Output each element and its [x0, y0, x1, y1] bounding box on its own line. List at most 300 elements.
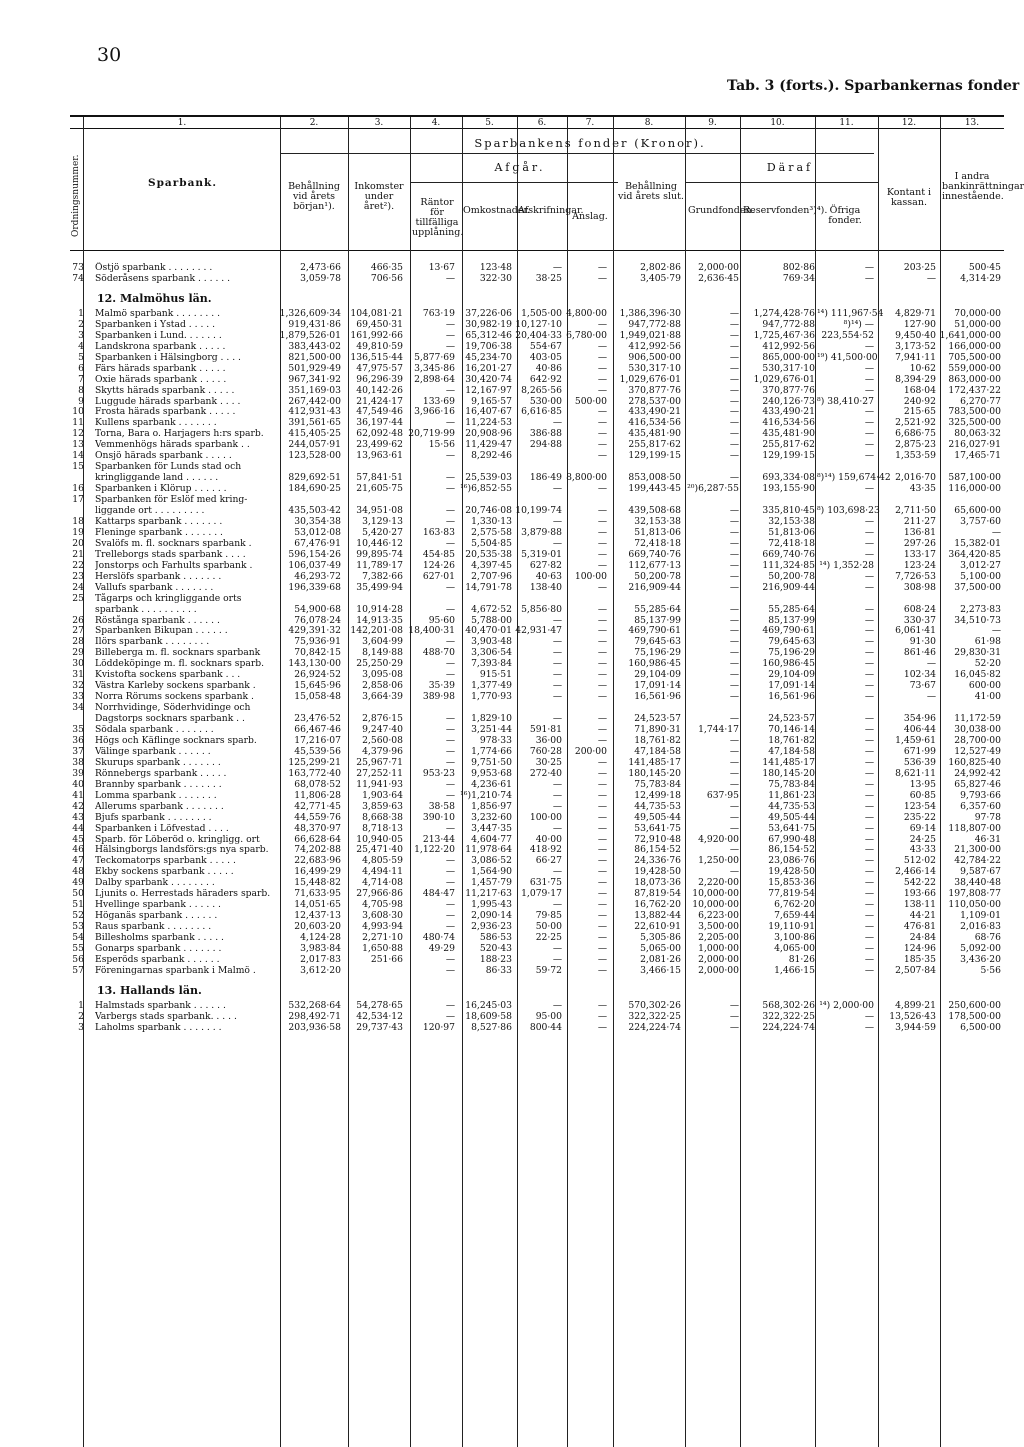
cell-c4: 13·67	[428, 262, 455, 273]
cell-c3: 35,499·94	[356, 581, 403, 593]
table-row	[70, 341, 1004, 352]
bank-name: Dagstorps socknars sparbank . .	[95, 713, 245, 725]
cell-c10: 1,274,428·76	[753, 307, 815, 319]
cell-c2: 163,772·40	[288, 767, 341, 779]
colnum-4: 4.	[431, 118, 441, 128]
cell-c12: 133·17	[903, 548, 936, 560]
cell-c12: 8,394·29	[895, 373, 936, 385]
cell-c11: —	[864, 691, 874, 703]
cell-c2: 1,326,609·34	[279, 307, 341, 319]
cell-c4: 480·74	[422, 932, 455, 944]
cell-c5: 9,751·50	[471, 756, 512, 768]
cell-c8: 22,610·91	[634, 921, 681, 933]
cell-c5: 1,856·97	[471, 800, 512, 812]
cell-c6: 20,404·33	[515, 329, 562, 341]
colnum-12: 12.	[901, 118, 917, 128]
header-grants: Anslag.	[572, 211, 608, 222]
bank-name: Sparbanken i Hälsingborg . . . .	[95, 351, 241, 363]
row-number: 23	[72, 570, 84, 582]
bank-name: Herslöfs sparbank . . . . . . .	[95, 570, 222, 582]
cell-c9: 2,000·00	[698, 953, 739, 965]
cell-c5: 30,982·19	[465, 318, 512, 330]
cell-c6: —	[552, 614, 562, 626]
cell-c6: 418·92	[529, 844, 562, 856]
cell-c12: 185·35	[903, 953, 936, 965]
cell-c4: —	[445, 669, 455, 681]
cell-c2: 415,405·25	[288, 428, 341, 440]
table-row	[70, 406, 1004, 417]
colnum-6: 6.	[537, 118, 547, 128]
cell-c13: 42,784·22	[954, 855, 1001, 867]
cell-c3: 62,092·48	[356, 428, 403, 440]
cell-c12: 215·65	[903, 406, 936, 418]
cell-c4: —	[445, 789, 455, 801]
cell-c7: —	[597, 373, 607, 385]
cell-c13: 3,012·27	[960, 559, 1001, 571]
bank-name: Västra Karleby sockens sparbank .	[95, 680, 256, 692]
cell-c2: 429,391·32	[288, 625, 341, 637]
row-number: 42	[72, 800, 84, 812]
cell-c3: 3,859·63	[362, 800, 403, 812]
cell-c13: 500·45	[968, 262, 1001, 273]
cell-c6: 1,505·00	[521, 307, 562, 319]
cell-c12: 6,061·41	[895, 625, 936, 637]
table-row	[70, 615, 1004, 626]
cell-c11: —	[864, 658, 874, 670]
bank-name: Kattarps sparbank . . . . . . .	[95, 515, 223, 527]
cell-c6: 760·28	[529, 745, 562, 757]
cell-c2: 3,059·78	[300, 272, 341, 284]
cell-c4: —	[445, 384, 455, 396]
cell-c11: —	[864, 406, 874, 418]
cell-c9: —	[729, 526, 739, 538]
cell-c12: 203·25	[903, 262, 936, 273]
cell-c5: 40,470·01	[465, 625, 512, 637]
cell-c9: —	[729, 999, 739, 1011]
cell-c9: —	[729, 537, 739, 549]
cell-c2: 412,931·43	[288, 406, 341, 418]
cell-c4: 163·83	[422, 526, 455, 538]
cell-c6: 186·49	[529, 472, 562, 484]
table-row	[70, 593, 1004, 604]
cell-c11: —	[864, 910, 874, 922]
cell-c12: —	[926, 272, 936, 284]
colnum-9: 9.	[708, 118, 717, 128]
cell-c11: —	[864, 724, 874, 735]
cell-c11: —	[864, 581, 874, 593]
bank-name: Skurups sparbank . . . . . . .	[95, 756, 221, 768]
cell-c10: 75,196·29	[768, 647, 815, 659]
row-number: 10	[72, 406, 84, 418]
cell-c11: —	[864, 625, 874, 637]
table-row	[70, 943, 1004, 954]
cell-c11: —	[864, 537, 874, 549]
cell-c3: 34,951·08	[356, 505, 403, 516]
cell-c3: 2,876·15	[362, 713, 403, 725]
cell-c13: 21,300·00	[954, 844, 1001, 856]
header-income: Inkomster under året²).	[354, 181, 404, 212]
cell-c13: 783,500·00	[948, 406, 1001, 418]
cell-c11: ¹⁴) 2,000·00	[819, 999, 874, 1011]
cell-c13: 15,382·01	[954, 537, 1001, 549]
cell-c5: 9,165·57	[471, 395, 512, 407]
cell-c4: 20,719·99	[408, 428, 455, 440]
cell-c13: 37,500·00	[954, 581, 1001, 593]
cell-c3: 2,560·08	[362, 734, 403, 746]
cell-c5: 4,604·77	[471, 833, 512, 845]
cell-c4: —	[445, 272, 455, 284]
cell-c7: —	[597, 636, 607, 648]
table-row	[70, 658, 1004, 669]
cell-c10: 24,523·57	[768, 713, 815, 725]
cell-c8: 530,317·10	[628, 362, 681, 374]
cell-c4: —	[445, 745, 455, 757]
cell-c10: 6,762·20	[774, 899, 815, 911]
cell-c8: 71,890·31	[634, 724, 681, 735]
cell-c10: 433,490·21	[762, 406, 815, 418]
cell-c2: 821,500·00	[288, 351, 341, 363]
table-row	[70, 965, 1004, 976]
cell-c7: —	[597, 384, 607, 396]
cell-c4: 95·60	[428, 614, 455, 626]
cell-c9: —	[729, 417, 739, 429]
table-row	[70, 374, 1004, 385]
cell-c7: 500·00	[574, 395, 607, 407]
cell-c4: 15·56	[428, 439, 455, 451]
cell-c10: 530,317·10	[762, 362, 815, 374]
cell-c4: —	[445, 964, 455, 976]
cell-c7: —	[597, 964, 607, 976]
cell-c6: 530·00	[529, 395, 562, 407]
cell-c10: 75,783·84	[768, 778, 815, 790]
cell-c13: 61·98	[974, 636, 1001, 648]
cell-c2: 16,499·29	[294, 866, 341, 878]
cell-c7: —	[597, 581, 607, 593]
cell-c10: 50,200·78	[768, 570, 815, 582]
cell-c11: 223,554·52	[821, 329, 874, 341]
cell-c8: 1,386,396·30	[619, 307, 681, 319]
cell-c11: —	[864, 877, 874, 889]
table-row	[70, 910, 1004, 921]
cell-c5: 3,903·48	[471, 636, 512, 648]
cell-c11: —	[864, 373, 874, 385]
bank-name: Kvistofta sockens sparbank . . .	[95, 669, 241, 681]
bank-name: Varbergs stads sparbank. . . . .	[95, 1010, 237, 1022]
cell-c4: 124·26	[422, 559, 455, 571]
cell-c3: 29,737·43	[356, 1021, 403, 1033]
table-row	[70, 735, 1004, 746]
bank-name: Lomma sparbank . . . . . . .	[95, 789, 217, 801]
row-number: 36	[72, 734, 84, 746]
cell-c8: 669,740·76	[628, 548, 681, 560]
cell-c10: 322,322·25	[762, 1010, 815, 1022]
cell-c13: 65,827·46	[954, 778, 1001, 790]
cell-c7: —	[597, 351, 607, 363]
cell-c10: 335,810·45	[762, 505, 815, 516]
row-number: 30	[72, 658, 84, 670]
cell-c12: 2,016·70	[895, 472, 936, 484]
cell-c7: —	[597, 789, 607, 801]
bank-name: Oxie härads sparbank . . . . .	[95, 373, 227, 385]
cell-c6: —	[552, 866, 562, 878]
cell-c5: 4,397·45	[471, 559, 512, 571]
cell-c9: 4,920·00	[698, 833, 739, 845]
bank-name: Svalöfs m. fl. socknars sparbank .	[95, 537, 252, 549]
cell-c7: —	[597, 548, 607, 560]
cell-c10: 51,813·06	[768, 526, 815, 538]
cell-c2: 42,771·45	[294, 800, 341, 812]
cell-c3: 96,296·39	[356, 373, 403, 385]
cell-c4: —	[445, 417, 455, 429]
cell-c9: ²⁰)6,287·55	[687, 483, 739, 495]
row-number: 3	[78, 1021, 84, 1033]
cell-c6: 554·67	[529, 340, 562, 352]
cell-c3: 3,129·13	[362, 515, 403, 527]
table-row	[70, 494, 1004, 505]
cell-c8: 160,986·45	[628, 658, 681, 670]
cell-c11: —	[864, 603, 874, 615]
bank-name: Ljunits o. Herrestads häraders sparb.	[95, 888, 271, 900]
cell-c2: 125,299·21	[288, 756, 341, 768]
cell-c13: 172,437·22	[948, 384, 1001, 396]
cell-c10: 7,659·44	[774, 910, 815, 922]
bank-name: Jonstorps och Farhults sparbank .	[95, 559, 253, 571]
cell-c2: 45,539·56	[294, 745, 341, 757]
cell-c5: 4,236·61	[471, 778, 512, 790]
cell-c7: —	[597, 811, 607, 823]
cell-c3: 3,604·99	[362, 636, 403, 648]
cell-c9: —	[729, 428, 739, 440]
cell-c8: 112,677·13	[628, 559, 681, 571]
cell-c13: 4,314·29	[960, 272, 1001, 284]
cell-c9: —	[729, 636, 739, 648]
cell-c11: —	[864, 439, 874, 451]
cell-c9: —	[729, 384, 739, 396]
cell-c4: 1,122·20	[414, 844, 455, 856]
cell-c8: 570,302·26	[628, 999, 681, 1011]
row-number: 1	[78, 999, 84, 1011]
cell-c2: 919,431·86	[288, 318, 341, 330]
row-number: 38	[72, 756, 84, 768]
cell-c12: 91·30	[909, 636, 936, 648]
table-row	[70, 549, 1004, 560]
bank-name: Sparbanken för Lunds stad och	[95, 461, 242, 473]
cell-c10: 32,153·38	[768, 515, 815, 527]
table-row	[70, 417, 1004, 428]
cell-c3: 1,650·88	[362, 943, 403, 954]
cell-c12: 123·24	[903, 559, 936, 571]
cell-c12: 124·96	[903, 943, 936, 954]
cell-c3: 23,499·62	[356, 439, 403, 451]
cell-c4: 120·97	[422, 1021, 455, 1033]
cell-c9: —	[729, 1021, 739, 1033]
cell-c5: 11,217·63	[465, 888, 512, 900]
cell-c8: 224,224·74	[628, 1021, 681, 1033]
cell-c13: 364,420·85	[948, 548, 1001, 560]
cell-c11: —	[864, 428, 874, 440]
cell-c3: 25,250·29	[356, 658, 403, 670]
cell-c2: 68,078·52	[294, 778, 341, 790]
cell-c4: —	[445, 472, 455, 484]
row-number: 34	[72, 702, 84, 714]
cell-c13: 5·56	[980, 964, 1001, 976]
cell-c9: —	[729, 767, 739, 779]
table-row	[70, 921, 1004, 932]
cell-c5: 2,090·14	[471, 910, 512, 922]
cell-c7: —	[597, 910, 607, 922]
cell-c8: 32,153·38	[634, 515, 681, 527]
cell-c8: 322,322·25	[628, 1010, 681, 1022]
cell-c3: 4,379·96	[362, 745, 403, 757]
row-number: 20	[72, 537, 84, 549]
cell-c2: 435,503·42	[288, 505, 341, 516]
cell-c3: 142,201·08	[350, 625, 403, 637]
cell-c8: 50,200·78	[634, 570, 681, 582]
cell-c8: 18,761·82	[634, 734, 681, 746]
cell-c6: 36·00	[535, 734, 562, 746]
cell-c10: 17,091·14	[768, 680, 815, 692]
cell-c9: —	[729, 844, 739, 856]
cell-c5: 4,672·52	[471, 603, 512, 615]
bank-name: Röstånga sparbank . . . . . .	[95, 614, 220, 626]
cell-c3: 25,967·71	[356, 756, 403, 768]
cell-c6: 10,127·10	[515, 318, 562, 330]
cell-c5: 1,377·49	[471, 680, 512, 692]
cell-c10: 802·86	[782, 262, 815, 273]
cell-c10: 29,104·09	[768, 669, 815, 681]
cell-c7: —	[597, 844, 607, 856]
bank-name: Hälsingborgs landsförs:gs nya sparb.	[95, 844, 269, 856]
cell-c11: —	[864, 362, 874, 374]
cell-c9: 637·95	[706, 789, 739, 801]
cell-c13: 325,500·00	[948, 417, 1001, 429]
table-row	[70, 273, 1004, 284]
row-number: 45	[72, 833, 84, 845]
cell-c11: —	[864, 800, 874, 812]
header-costs: Omkostnader.	[463, 205, 530, 216]
cell-c2: 967,341·92	[288, 373, 341, 385]
cell-c9: —	[729, 439, 739, 451]
row-number: 51	[72, 899, 84, 911]
cell-c3: 27,252·11	[356, 767, 403, 779]
table-row	[70, 571, 1004, 582]
cell-c12: 2,711·50	[895, 505, 936, 516]
table-row	[70, 604, 1004, 615]
table-row	[70, 691, 1004, 702]
cell-c8: 44,735·53	[634, 800, 681, 812]
cell-c12: 123·54	[903, 800, 936, 812]
cell-c7: —	[597, 483, 607, 495]
cell-c11: —	[864, 866, 874, 878]
table-row	[70, 877, 1004, 888]
cell-c5: 3,447·35	[471, 822, 512, 834]
colnum-5: 5.	[485, 118, 494, 128]
table-row	[70, 363, 1004, 374]
cell-c2: 196,339·68	[288, 581, 341, 593]
section-title: 13. Hallands län.	[97, 983, 202, 997]
cell-c11: —	[864, 548, 874, 560]
table-row	[70, 308, 1004, 319]
cell-c9: —	[729, 778, 739, 790]
cell-c12: 608·24	[903, 603, 936, 615]
cell-c12: 240·92	[903, 395, 936, 407]
cell-c11: —	[864, 745, 874, 757]
cell-c4: —	[445, 505, 455, 516]
cell-c11: —	[864, 1010, 874, 1022]
cell-c10: 370,877·76	[762, 384, 815, 396]
cell-c7: —	[597, 428, 607, 440]
cell-c9: —	[729, 395, 739, 407]
page-number: 30	[97, 44, 122, 66]
cell-c10: 435,481·90	[762, 428, 815, 440]
bank-name: Dalby sparbank . . . . . . . .	[95, 877, 215, 889]
cell-c13: 80,063·32	[954, 428, 1001, 440]
table-row	[70, 538, 1004, 549]
cell-c9: 2,205·00	[698, 932, 739, 944]
cell-c6: 403·05	[529, 351, 562, 363]
cell-c3: 1,903·64	[362, 789, 403, 801]
cell-c10: 129,199·15	[762, 450, 815, 462]
cell-c4: —	[445, 318, 455, 330]
cell-c13: 600·00	[968, 680, 1001, 692]
cell-c3: 11,941·93	[356, 778, 403, 790]
bank-name: Sparb. för Löberöd o. kringligg. ort	[95, 833, 260, 845]
cell-c6: —	[552, 680, 562, 692]
cell-c2: 17,216·07	[294, 734, 341, 746]
cell-c11: —	[864, 526, 874, 538]
cell-c9: 1,744·17	[698, 724, 739, 735]
cell-c4: 2,898·64	[414, 373, 455, 385]
row-number: 8	[78, 384, 84, 396]
row-number: 41	[72, 789, 84, 801]
header-ovriga: Öfriga fonder.	[828, 205, 862, 226]
cell-c13: 38,440·48	[954, 877, 1001, 889]
cell-c7: —	[597, 953, 607, 965]
cell-c6: 800·44	[529, 1021, 562, 1033]
cell-c5: 11,978·64	[465, 844, 512, 856]
cell-c8: 278,537·00	[628, 395, 681, 407]
cell-c13: 29,830·31	[954, 647, 1001, 659]
cell-c3: 27,966·86	[356, 888, 403, 900]
cell-c5: 1,829·10	[471, 713, 512, 725]
cell-c2: 48,370·97	[294, 822, 341, 834]
bank-name: Tågarps och kringliggande orts	[95, 592, 242, 604]
cell-c7: —	[597, 505, 607, 516]
cell-c3: 8,149·88	[362, 647, 403, 659]
cell-c13: 6,500·00	[960, 1021, 1001, 1033]
cell-c8: 85,137·99	[634, 614, 681, 626]
cell-c10: 160,986·45	[762, 658, 815, 670]
cell-c9: —	[729, 713, 739, 725]
cell-c13: 1,109·01	[960, 910, 1001, 922]
cell-c3: 54,278·65	[356, 999, 403, 1011]
cell-c7: 4,800·00	[566, 307, 607, 319]
table-row	[70, 428, 1004, 439]
cell-c4: —	[445, 658, 455, 670]
table-row	[70, 790, 1004, 801]
cell-c4: —	[445, 636, 455, 648]
cell-c4: —	[445, 822, 455, 834]
cell-c8: 439,508·68	[628, 505, 681, 516]
cell-c12: 6,686·75	[895, 428, 936, 440]
row-number: 52	[72, 910, 84, 922]
bank-name: Sparbanken i Lund. . . . . . .	[95, 329, 222, 341]
colnum-rule	[70, 128, 1004, 129]
cell-c8: 55,285·64	[634, 603, 681, 615]
cell-c5: 45,234·70	[465, 351, 512, 363]
cell-c12: 536·39	[903, 756, 936, 768]
cell-c13: 5,100·00	[960, 570, 1001, 582]
